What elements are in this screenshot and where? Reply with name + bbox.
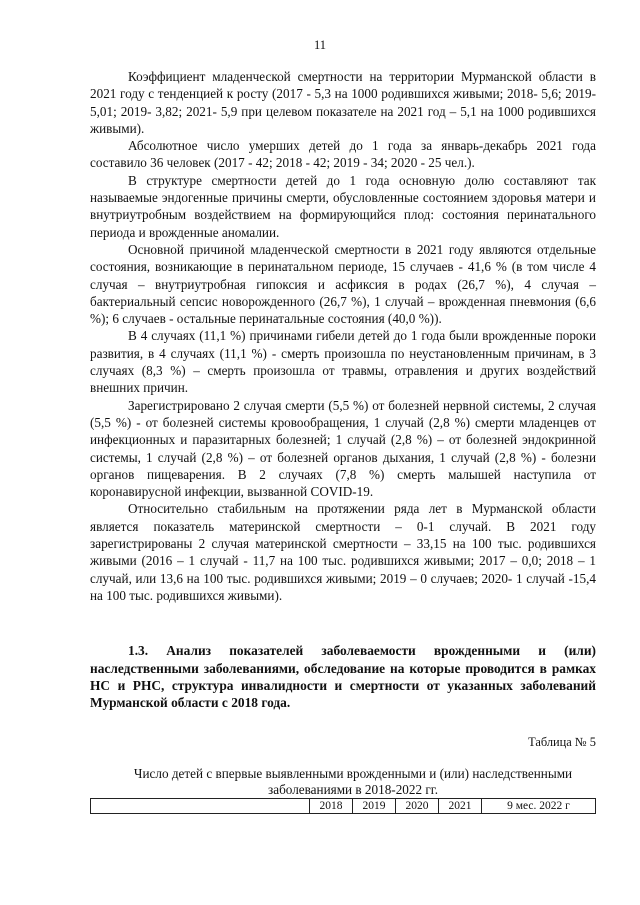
- page-number: 11: [313, 38, 327, 52]
- table-header-cell: 9 мес. 2022 г: [482, 799, 596, 814]
- document-body: [90, 68, 596, 814]
- table-header-cell: 2019: [353, 799, 396, 814]
- paragraph-infant-mortality-rate: Коэффициент младенческой смертности на территории Мурманской области в 2021 году с тенденцией к росту (2017 - 5,3 на 1000 родившихся живыми; 2018- 5,6; 2019- 5,01; 2019- 3,82; 2021- 5,9 при целевом показателе на 2021 год – 5,1 на 1000 родившихся живыми).: [90, 69, 596, 136]
- table-label: Таблица № 5: [528, 735, 596, 750]
- section-heading: 1.3. Анализ показателей заболеваемости врожденными и (или) наследственными заболеваниями, обследование на которые проводится в рамках НС и РНС, структура инвалидности и смертности от указанных заболеваний Мурманской области с 2018 года.: [90, 643, 596, 711]
- paragraph-mortality-structure: В структуре смертности детей до 1 года основную долю составляют так называемые эндогенные причины смерти, обусловленные состоянием здоровья матери и внутриутробным воздействием на формирующийся плод: состояния перинатального периода и врожденные аномалии.: [90, 172, 596, 240]
- paragraph-congenital-defects: В 4 случаях (11,1 %) причинами гибели детей до 1 года были врожденные пороки развития, в 4 случаях (11,1 %) - смерть произошла по неустановленным причинам, в 3 случаях (8,3 %) – смерть произошла от травмы, отравления и других воздействий внешних причин.: [90, 328, 596, 396]
- paragraph-main-cause: Основной причиной младенческой смертности в 2021 году являются отдельные состояния, возникающие в перинатальном периоде, 15 случаев - 41,6 % (в том числе 4 случая – внутриутробная гипоксия и асфиксия в родах (26,7 %), 4 случая – бактериальный сепсис новорожденного (26,7 %), 1 случай – врожденная пневмония (6,6 %); 6 случаев - остальные перинатальные состояния (40,0 %)).: [90, 241, 596, 327]
- table-header-cell: 2018: [310, 799, 353, 814]
- paragraph-maternal-mortality: Относительно стабильным на протяжении ряда лет в Мурманской области является показатель материнской смертности – 0-1 случай. В 2021 году зарегистрированы 2 случая материнской смертности – 33,15 на 100 тыс. родившихся живыми (2016 – 1 случай - 11,7 на 100 тыс. родившихся живыми; 2017 – 0,0; 2018 – 1 случай, или 13,6 на 100 тыс. родившихся живыми; 2019 – 0 случаев; 2020- 1 случай -15,4 на 100 тыс. родившихся живыми).: [90, 501, 596, 603]
- table-header-cell: 2021: [439, 799, 482, 814]
- paragraph-other-causes: Зарегистрировано 2 случая смерти (5,5 %) от болезней нервной системы, 2 случая (5,5 %) - от болезней системы кровообращения, 1 случай (2,8 %) смерти младенцев от инфекционных и паразитарных болезней; 1 случай (2,8 %) – от болезней эндокринной системы, 1 случай (2,8 %) – от болезней органов дыхания, 1 случай (2,8 %) - болезни органов пищеварения. В 2 случаях (7,8 %) смерть малышей наступила от коронавирусной инфекции, вызванной COVID-19.: [90, 397, 596, 500]
- table-title: Число детей с впервые выявленными врожденными и (или) наследственными заболеваниями в 2018-2022 гг.: [133, 766, 573, 798]
- table-header-cell: [91, 799, 310, 814]
- data-table: [90, 798, 596, 814]
- paragraph-infant-deaths-count: Абсолютное число умерших детей до 1 года за январь-декабрь 2021 года составило 36 человек (2017 - 42; 2018 - 42; 2019 - 34; 2020 - 25 чел.).: [90, 138, 596, 171]
- table-header-row: [91, 799, 596, 814]
- table-header-cell: 2020: [396, 799, 439, 814]
